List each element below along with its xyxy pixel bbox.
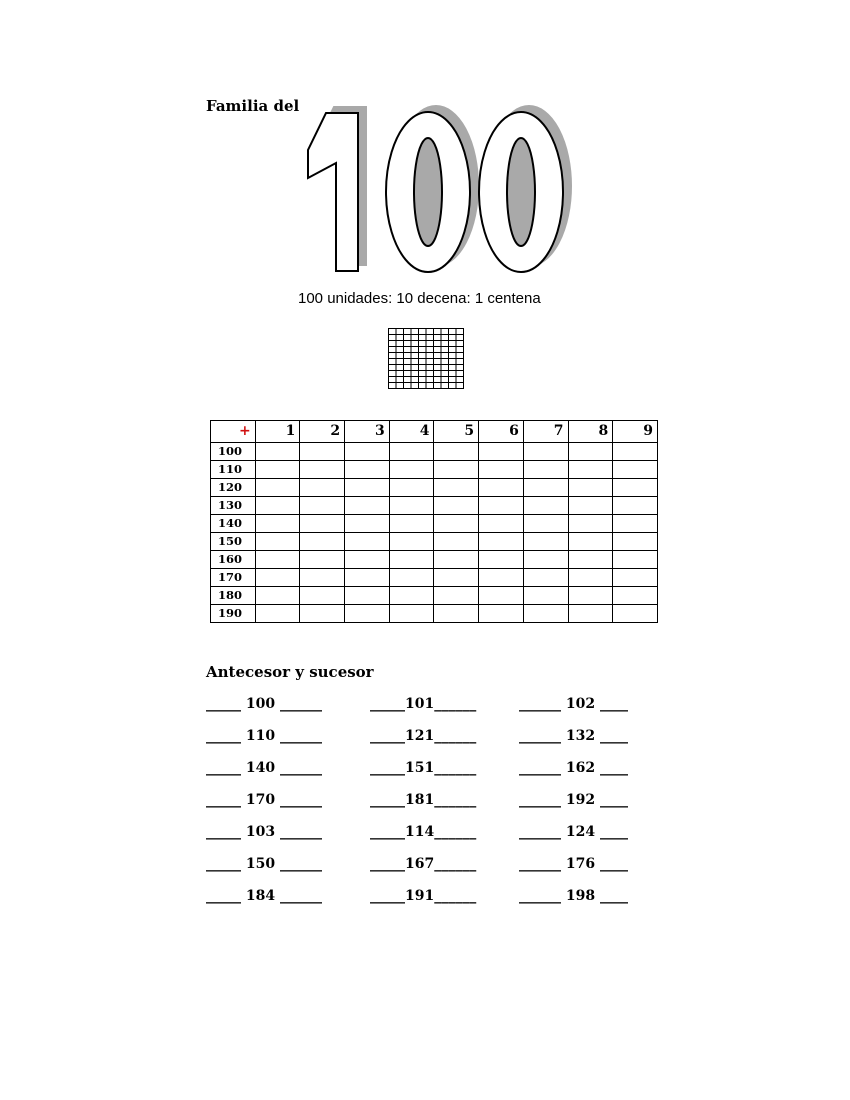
answer-cell[interactable] — [300, 515, 345, 533]
answer-cell[interactable] — [345, 605, 390, 623]
answer-cell[interactable] — [300, 569, 345, 587]
table-row — [211, 533, 658, 551]
answer-cell[interactable] — [255, 587, 300, 605]
answer-cell[interactable] — [434, 551, 479, 569]
answer-cell[interactable] — [479, 605, 524, 623]
answer-cell[interactable] — [434, 497, 479, 515]
answer-cell[interactable] — [345, 551, 390, 569]
page-title: Familia del — [206, 97, 300, 115]
row-label: 130 — [211, 497, 256, 515]
row-label: 160 — [211, 551, 256, 569]
answer-cell[interactable] — [255, 497, 300, 515]
answer-cell[interactable] — [479, 533, 524, 551]
answer-cell[interactable] — [300, 551, 345, 569]
answer-cell[interactable] — [434, 533, 479, 551]
table-header-row — [211, 421, 658, 443]
answer-cell[interactable] — [345, 461, 390, 479]
answer-cell[interactable] — [479, 497, 524, 515]
answer-cell[interactable] — [479, 569, 524, 587]
answer-cell[interactable] — [389, 497, 434, 515]
exercise-item[interactable]: _____ 184 ______ — [206, 888, 322, 904]
answer-cell[interactable] — [389, 443, 434, 461]
plus-sign: + — [211, 421, 256, 443]
answer-cell[interactable] — [300, 533, 345, 551]
column-header: 7 — [523, 421, 568, 443]
answer-cell[interactable] — [613, 443, 658, 461]
row-label: 110 — [211, 461, 256, 479]
answer-cell[interactable] — [434, 479, 479, 497]
answer-cell[interactable] — [523, 587, 568, 605]
answer-cell[interactable] — [389, 551, 434, 569]
answer-cell[interactable] — [568, 479, 613, 497]
exercise-item[interactable]: _____167______ — [370, 856, 477, 872]
column-header: 3 — [345, 421, 390, 443]
answer-cell[interactable] — [568, 497, 613, 515]
answer-cell[interactable] — [568, 461, 613, 479]
exercise-item[interactable]: ______ 102 ____ — [519, 696, 628, 712]
answer-cell[interactable] — [613, 605, 658, 623]
table-row — [211, 569, 658, 587]
exercise-item[interactable]: _____181______ — [370, 792, 477, 808]
answer-cell[interactable] — [389, 461, 434, 479]
answer-cell[interactable] — [479, 515, 524, 533]
answer-cell[interactable] — [389, 533, 434, 551]
answer-cell[interactable] — [345, 443, 390, 461]
answer-cell[interactable] — [255, 569, 300, 587]
answer-cell[interactable] — [345, 515, 390, 533]
answer-cell[interactable] — [613, 479, 658, 497]
answer-cell[interactable] — [255, 443, 300, 461]
column-header: 8 — [568, 421, 613, 443]
row-label: 140 — [211, 515, 256, 533]
answer-cell[interactable] — [300, 497, 345, 515]
exercise-item[interactable]: _____191______ — [370, 888, 477, 904]
answer-cell[interactable] — [345, 569, 390, 587]
answer-cell[interactable] — [389, 479, 434, 497]
answer-cell[interactable] — [613, 461, 658, 479]
answer-cell[interactable] — [479, 461, 524, 479]
answer-cell[interactable] — [523, 443, 568, 461]
answer-cell[interactable] — [523, 605, 568, 623]
addition-table — [210, 420, 658, 623]
exercise-item[interactable]: _____ 103 ______ — [206, 824, 322, 840]
answer-cell[interactable] — [255, 551, 300, 569]
exercise-item[interactable]: ______ 132 ____ — [519, 728, 628, 744]
exercise-item[interactable]: _____121______ — [370, 728, 477, 744]
exercise-item[interactable]: _____101______ — [370, 696, 477, 712]
answer-cell[interactable] — [434, 605, 479, 623]
answer-cell[interactable] — [568, 605, 613, 623]
answer-cell[interactable] — [255, 515, 300, 533]
hundred-block-grid — [388, 328, 464, 389]
answer-cell[interactable] — [568, 515, 613, 533]
answer-cell[interactable] — [389, 587, 434, 605]
answer-cell[interactable] — [523, 461, 568, 479]
exercise-item[interactable]: _____ 170 ______ — [206, 792, 322, 808]
exercise-item[interactable]: _____ 110 ______ — [206, 728, 322, 744]
exercise-item[interactable]: ______ 198 ____ — [519, 888, 628, 904]
answer-cell[interactable] — [434, 461, 479, 479]
answer-cell[interactable] — [255, 479, 300, 497]
row-label: 170 — [211, 569, 256, 587]
table-row — [211, 461, 658, 479]
answer-cell[interactable] — [434, 569, 479, 587]
answer-cell[interactable] — [345, 533, 390, 551]
answer-cell[interactable] — [523, 479, 568, 497]
answer-cell[interactable] — [345, 587, 390, 605]
answer-cell[interactable] — [613, 533, 658, 551]
table-row — [211, 443, 658, 461]
answer-cell[interactable] — [568, 569, 613, 587]
table-row — [211, 497, 658, 515]
row-label: 120 — [211, 479, 256, 497]
answer-cell[interactable] — [300, 479, 345, 497]
answer-cell[interactable] — [345, 479, 390, 497]
answer-cell[interactable] — [523, 497, 568, 515]
answer-cell[interactable] — [434, 515, 479, 533]
big-number-100 — [296, 88, 586, 284]
exercise-item[interactable]: ______ 176 ____ — [519, 856, 628, 872]
answer-cell[interactable] — [613, 515, 658, 533]
exercise-item[interactable]: _____ 150 ______ — [206, 856, 322, 872]
subtitle: 100 unidades: 10 decena: 1 centena — [298, 290, 541, 307]
column-header: 4 — [389, 421, 434, 443]
answer-cell[interactable] — [479, 443, 524, 461]
answer-cell[interactable] — [389, 569, 434, 587]
exercise-item[interactable]: _____ 100 ______ — [206, 696, 322, 712]
answer-cell[interactable] — [568, 551, 613, 569]
exercise-item[interactable]: ______ 124 ____ — [519, 824, 628, 840]
answer-cell[interactable] — [300, 443, 345, 461]
column-header: 6 — [479, 421, 524, 443]
answer-cell[interactable] — [389, 605, 434, 623]
answer-cell[interactable] — [300, 605, 345, 623]
column-header: 2 — [300, 421, 345, 443]
answer-cell[interactable] — [300, 587, 345, 605]
column-header: 1 — [255, 421, 300, 443]
answer-cell[interactable] — [255, 533, 300, 551]
column-header: 9 — [613, 421, 658, 443]
exercise-item[interactable]: ______ 162 ____ — [519, 760, 628, 776]
answer-cell[interactable] — [345, 497, 390, 515]
exercise-item[interactable]: ______ 192 ____ — [519, 792, 628, 808]
answer-cell[interactable] — [523, 569, 568, 587]
answer-cell[interactable] — [568, 443, 613, 461]
row-label: 180 — [211, 587, 256, 605]
exercise-item[interactable]: _____ 140 ______ — [206, 760, 322, 776]
table-row — [211, 551, 658, 569]
answer-cell[interactable] — [479, 551, 524, 569]
column-header: 5 — [434, 421, 479, 443]
answer-cell[interactable] — [300, 461, 345, 479]
answer-cell[interactable] — [479, 587, 524, 605]
row-label: 150 — [211, 533, 256, 551]
answer-cell[interactable] — [568, 533, 613, 551]
table-row — [211, 479, 658, 497]
answer-cell[interactable] — [523, 551, 568, 569]
table-row — [211, 605, 658, 623]
answer-cell[interactable] — [255, 461, 300, 479]
section-title: Antecesor y sucesor — [206, 663, 374, 681]
row-label: 100 — [211, 443, 256, 461]
answer-cell[interactable] — [613, 587, 658, 605]
answer-cell[interactable] — [255, 605, 300, 623]
exercise-item[interactable]: _____151______ — [370, 760, 477, 776]
answer-cell[interactable] — [389, 515, 434, 533]
answer-cell[interactable] — [434, 443, 479, 461]
row-label: 190 — [211, 605, 256, 623]
answer-cell[interactable] — [523, 533, 568, 551]
exercise-item[interactable]: _____114______ — [370, 824, 477, 840]
answer-cell[interactable] — [479, 479, 524, 497]
answer-cell[interactable] — [613, 497, 658, 515]
table-row — [211, 587, 658, 605]
answer-cell[interactable] — [568, 587, 613, 605]
answer-cell[interactable] — [523, 515, 568, 533]
answer-cell[interactable] — [613, 551, 658, 569]
answer-cell[interactable] — [613, 569, 658, 587]
table-row — [211, 515, 658, 533]
answer-cell[interactable] — [434, 587, 479, 605]
